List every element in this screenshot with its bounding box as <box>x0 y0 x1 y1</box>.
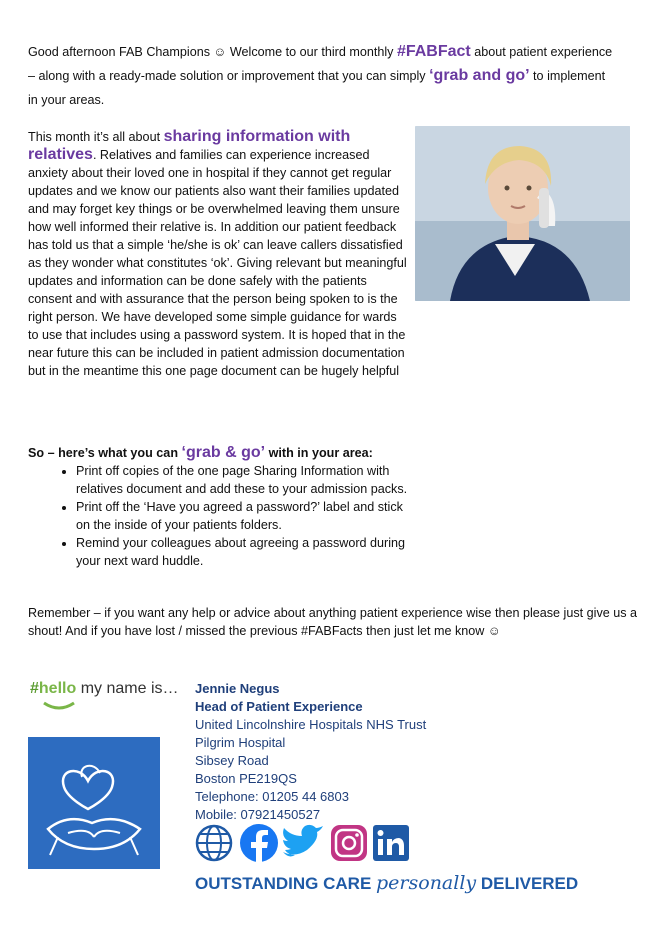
instagram-icon[interactable] <box>331 825 367 861</box>
grab-and-go-section <box>28 444 408 570</box>
grab-title-a: So – here’s what you can <box>28 446 182 460</box>
contact-organisation: United Lincolnshire Hospitals NHS Trust <box>195 717 427 732</box>
focus-paragraph <box>28 128 408 380</box>
grab-and-go-title <box>28 444 408 462</box>
grab-and-go-highlight: ‘grab and go’ <box>429 67 530 84</box>
hello-rest: my name is… <box>76 680 179 697</box>
action-item: • Print off copies of the one page Sharing Information with relatives document and add these to your admission packs. <box>76 462 408 498</box>
trust-tagline <box>195 874 578 893</box>
linkedin-icon[interactable] <box>373 825 409 861</box>
contact-site: Pilgrim Hospital <box>195 735 286 750</box>
nurse-illustration <box>415 126 630 301</box>
contact-mobile[interactable]: Mobile: 07921450527 <box>195 807 321 822</box>
action-item: • Remind your colleagues about agreeing a password during your next ward huddle. <box>76 534 408 570</box>
tagline-personally: personally <box>376 872 477 894</box>
action-item: • Print off the ‘Have you agreed a password?’ label and stick on the inside of your patients folders. <box>76 498 408 534</box>
tagline-c: DELIVERED <box>476 874 579 893</box>
intro-text: Good afternoon FAB Champions ☺ Welcome to our third monthly <box>28 45 397 59</box>
hello-hash: # <box>30 680 39 697</box>
tagline-a: OUTSTANDING CARE <box>195 874 377 893</box>
facebook-icon[interactable] <box>240 824 278 862</box>
remember-paragraph: Remember – if you want any help or advice about anything patient experience wise then please just give us a shout! And if you have lost / missed the previous #FABFacts then just let me know ☺ <box>28 606 638 638</box>
heart-hands-icon <box>28 737 160 869</box>
contact-block <box>195 680 426 824</box>
hello-my-name-is-logo <box>30 680 179 698</box>
grab-title-highlight: ‘grab & go’ <box>181 444 266 461</box>
globe-icon[interactable] <box>197 826 231 860</box>
contact-name: Jennie Negus <box>195 681 280 696</box>
focus-lead: This month it’s all about <box>28 130 164 144</box>
intro-paragraph <box>28 40 618 112</box>
twitter-icon[interactable] <box>283 825 323 857</box>
intro-text-2: about patient experience – along with a ready-made solution or improvement that you can simply <box>28 45 613 83</box>
focus-body: . Relatives and families can experience increased anxiety about their loved one in hospital if they cannot get regular updates and we know our patients also want their families updated and may forget key things or be overwhelmed leaving them unsure how well informed their relative is. In addition our patient feedback has told us that a simple ‘he/she is ok’ can leave callers dissatisfied as they wonder what constitutes ‘ok’. Giving relevant but meaningful updates and information can be done safely with the patients consent and with assurance that the person being spoken to is the right person. We have developed some simple guidance for wards to use that includes using a password system. It is hoped that in the near future this can be included in patient admission documentation but in the meantime this one page document can be hugely helpful <box>28 148 407 378</box>
contact-street: Sibsey Road <box>195 753 269 768</box>
intro-text-3: to implement in your areas. <box>28 69 606 107</box>
topic-highlight: sharing information with relatives <box>28 128 351 163</box>
action-list <box>28 462 408 570</box>
smile-icon <box>42 701 76 711</box>
contact-role: Head of Patient Experience <box>195 699 363 714</box>
contact-telephone[interactable]: Telephone: 01205 44 6803 <box>195 789 349 804</box>
fabfact-hashtag: #FABFact <box>396 43 471 60</box>
nurse-on-phone-photo <box>415 126 630 301</box>
grab-title-b: with in your area: <box>265 446 373 460</box>
hello-word: hello <box>38 680 77 697</box>
contact-town: Boston PE219QS <box>195 771 297 786</box>
social-icons <box>195 822 415 871</box>
caring-hands-logo <box>28 737 160 869</box>
